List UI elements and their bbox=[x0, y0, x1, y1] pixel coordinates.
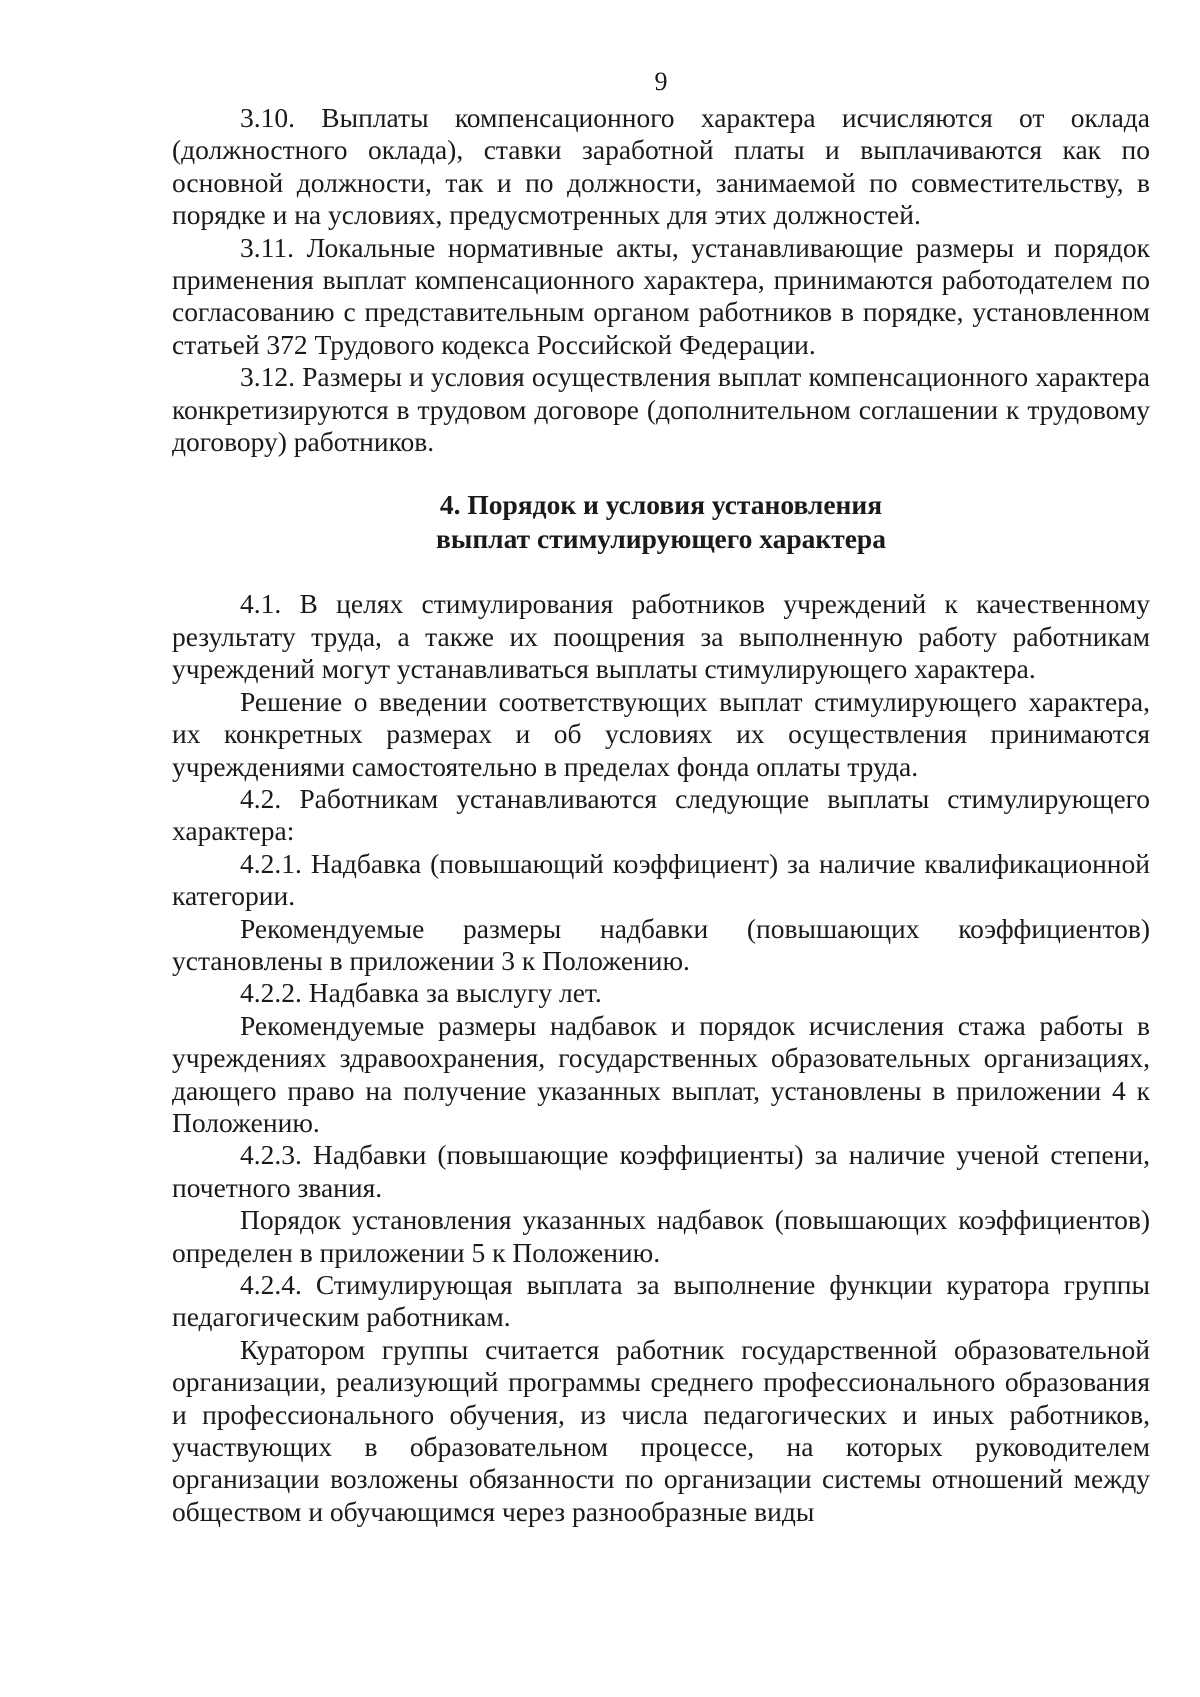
paragraph-4-2-3: 4.2.3. Надбавки (повышающие коэффициенты) за наличие ученой степени, почетного звания. bbox=[172, 1139, 1150, 1203]
paragraph-4-2-4-curator: Куратором группы считается работник государственной образовательной организации, реализующий программы среднего профессионального образования и профессионального обучения, из числа педагогических и иных работников, участвующих в образовательном процессе, на которых руководителем организации возложены обязанности по организации системы отношений между обществом и обучающимся через разнообразные виды bbox=[172, 1333, 1150, 1527]
paragraph-4-1: 4.1. В целях стимулирования работников учреждений к качественному результату труда, а также их поощрения за выполненную работу работникам учреждений могут устанавливаться выплаты стимулирующего характера. bbox=[172, 588, 1150, 685]
paragraph-4-2-2-sizes: Рекомендуемые размеры надбавок и порядок исчисления стажа работы в учреждениях здравоохранения, государственных образовательных организациях, дающего право на получение указанных выплат, установлены в приложении 4 к Положению. bbox=[172, 1009, 1150, 1138]
paragraph-4-2: 4.2. Работникам устанавливаются следующие выплаты стимулирующего характера: bbox=[172, 782, 1150, 847]
paragraph-4-2-1: 4.2.1. Надбавка (повышающий коэффициент) за наличие квалификационной категории. bbox=[172, 847, 1150, 912]
paragraph-4-2-2: 4.2.2. Надбавка за выслугу лет. bbox=[240, 977, 602, 1009]
document-page bbox=[172, 62, 1150, 1528]
paragraph-3-10: 3.10. Выплаты компенсационного характера исчисляются от оклада (должностного оклада), ставки заработной платы и выплачиваются как по основной должности, так и по должности, занимаемой по совместительству, в порядке и на условиях, предусмотренных для этих должностей. bbox=[172, 102, 1150, 231]
paragraph-3-11: 3.11. Локальные нормативные акты, устанавливающие размеры и порядок применения выплат компенсационного характера, принимаются работодателем по согласованию с представительным органом работников в порядке, установленном статьей 372 Трудового кодекса Российской Федерации. bbox=[172, 231, 1150, 360]
paragraph-4-1-decision: Решение о введении соответствующих выплат стимулирующего характера, их конкретных размерах и об условиях их осуществления принимаются учреждениями самостоятельно в пределах фонда оплаты труда. bbox=[172, 685, 1150, 782]
section-4-heading-line-1: 4. Порядок и условия установления bbox=[439, 489, 883, 521]
paragraph-3-12: 3.12. Размеры и условия осуществления выплат компенсационного характера конкретизируются в трудовом договоре (дополнительном соглашении к трудовому договору) работников. bbox=[172, 361, 1150, 458]
section-4-heading-line-2: выплат стимулирующего характера bbox=[436, 523, 886, 555]
paragraph-4-2-3-order: Порядок установления указанных надбавок (повышающих коэффициентов) определен в приложении 5 к Положению. bbox=[172, 1204, 1150, 1268]
section-4-heading bbox=[172, 488, 1150, 556]
page-number: 9 bbox=[654, 67, 668, 96]
paragraph-4-2-1-sizes: Рекомендуемые размеры надбавки (повышающих коэффициентов) установлены в приложении 3 к Положению. bbox=[172, 912, 1150, 976]
paragraph-4-2-4: 4.2.4. Стимулирующая выплата за выполнение функции куратора группы педагогическим работникам. bbox=[172, 1269, 1150, 1333]
